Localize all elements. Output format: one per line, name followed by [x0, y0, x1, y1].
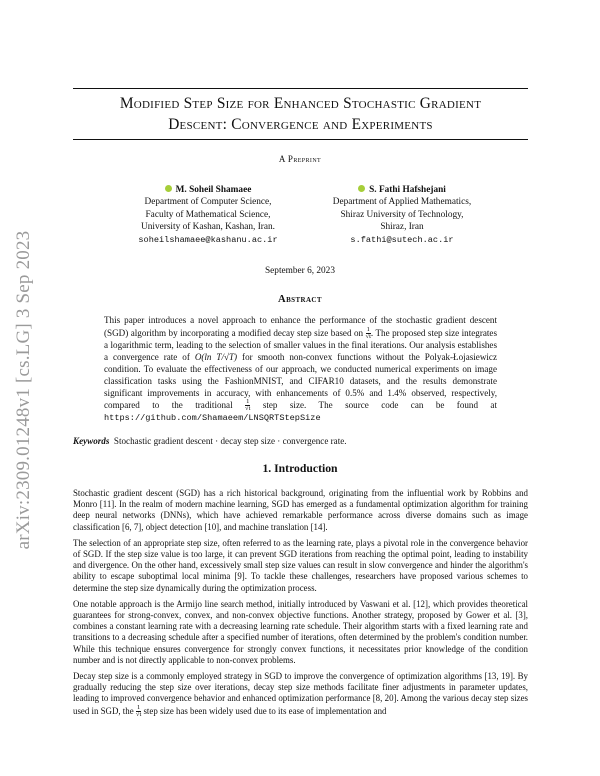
author-2: S. Fathi Hafshejani Department of Applied Mathematics, Shiraz University of Technology, Shiraz, Iran s.fathi@sutech.ac.ir — [312, 184, 492, 246]
paper-title: Modified Step Size for Enhanced Stochastic Gradient Descent: Convergence and Experiments — [119, 95, 482, 133]
arxiv-sidebar-stamp: arXiv:2309.01248v1 [cs.LG] 3 Sep 2023 — [13, 230, 34, 550]
orcid-icon[interactable] — [358, 185, 365, 192]
paper-date: September 6, 2023 — [265, 266, 335, 276]
preprint-label: A Preprint — [278, 154, 322, 164]
source-code-link[interactable]: https://github.com/Shamaeem/LNSQRTStepSize — [104, 413, 321, 424]
author-2-name: S. Fathi Hafshejani — [312, 184, 492, 196]
abstract-heading: Abstract — [278, 294, 322, 305]
paragraph: The selection of an appropriate step size, often referred to as the learning rate, plays a pivotal role in the convergence behavior of SGD. If the step size value is too large, it can prevent SGD iterations from reaching the optimal point, leading to instability and divergence. On the other hand, excessively small step size values can result in slow convergence and hinder the algorithm's ability to escape suboptimal local minima [9]. To tackle these challenges, researchers have proposed various schemes to determine the step size dynamically during the optimization process. — [73, 537, 528, 593]
paragraph: One notable approach is the Armijo line search method, initially introduced by Vaswani et al. [12], which provides theoretical guarantees for strong-convex, convex, and non-convex objective functions. Another strategy, proposed by Gower et al. [3], combines a constant learning rate with a decreasing learning rate schedule. Their algorithm starts with a fixed learning rate and transitions to a decreasing schedule after a specified number of iterations, often determined by the problem's condition number. While this technique ensures convergence for strongly convex functions, it necessitates prior knowledge of the condition number and is not directly applicable to non-convex problems. — [73, 598, 528, 665]
fraction-1-over-sqrt-t: $\frac{1}{√t}$ — [135, 703, 142, 718]
author-1-name: M. Soheil Shamaee — [118, 184, 298, 196]
title-bottom-rule — [73, 139, 528, 140]
orcid-icon[interactable] — [165, 185, 172, 192]
author-1: M. Soheil Shamaee Department of Computer Science, Faculty of Mathematical Science, University of Kashan, Kashan, Iran. soheilshamaee@kashanu.ac.ir — [118, 184, 298, 246]
title-top-rule — [73, 88, 528, 89]
author-1-email[interactable]: soheilshamaee@kashanu.ac.ir — [138, 234, 278, 245]
introduction-body — [73, 488, 528, 723]
abstract-text: This paper introduces a novel approach to enhance the performance of the stochastic gradient descent (SGD) algorithm by incorporating a modified decay step size based on $\frac{1}{√t}$ . The proposed step size integrates a logarithmic term, leading to the selection of smaller values in the final iterations. Our analysis establishes a convergence rate of O(ln T/√T) for smooth non-convex functions without the Polyak-Łojasiewicz condition. To evaluate the effectiveness of our approach, we conducted numerical experiments on image classification tasks using the FashionMNIST, and CIFAR10 datasets, and the results demonstrate significant improvements in accuracy, with enhancements of 0.5% and 1.4% observed, respectively, compared to the traditional $\frac{1}{√t}$ step size. The source code can be found at https://github.com/Shamaeem/LNSQRTStepSize — [104, 315, 497, 424]
convergence-rate: O(ln T/√T) — [194, 351, 238, 362]
paragraph: Decay step size is a commonly employed strategy in SGD to improve the convergence of optimization algorithms [13, 19]. By gradually reducing the step size over iterations, decay step size methods facilitate finer adjustments in parameter updates, leading to improved convergence behavior and enhanced optimization performance [8, 20]. Among the various decay step sizes used in SGD, the $\frac{1}{√t}$ step size has been widely used due to its ease of implementation and — [73, 671, 528, 718]
section-heading-introduction: 1. Introduction — [262, 462, 338, 475]
fraction-1-over-sqrt-t: $\frac{1}{√t}$ — [245, 398, 251, 413]
paragraph: Stochastic gradient descent (SGD) has a rich historical background, originating from the influential work by Robbins and Monro [11]. In the realm of modern machine learning, SGD has emerged as a fundamental optimization algorithm for training deep neural networks (DNNs), which have achieved remarkable performance across diverse domains such as image classification [6, 7], object detection [10], and machine translation [14]. — [73, 488, 528, 532]
fraction-1-over-sqrt-t: $\frac{1}{√t}$ — [365, 325, 371, 340]
keywords-line: Keywords Stochastic gradient descent · decay step size · convergence rate. — [73, 436, 347, 446]
author-2-email[interactable]: s.fathi@sutech.ac.ir — [350, 234, 454, 245]
